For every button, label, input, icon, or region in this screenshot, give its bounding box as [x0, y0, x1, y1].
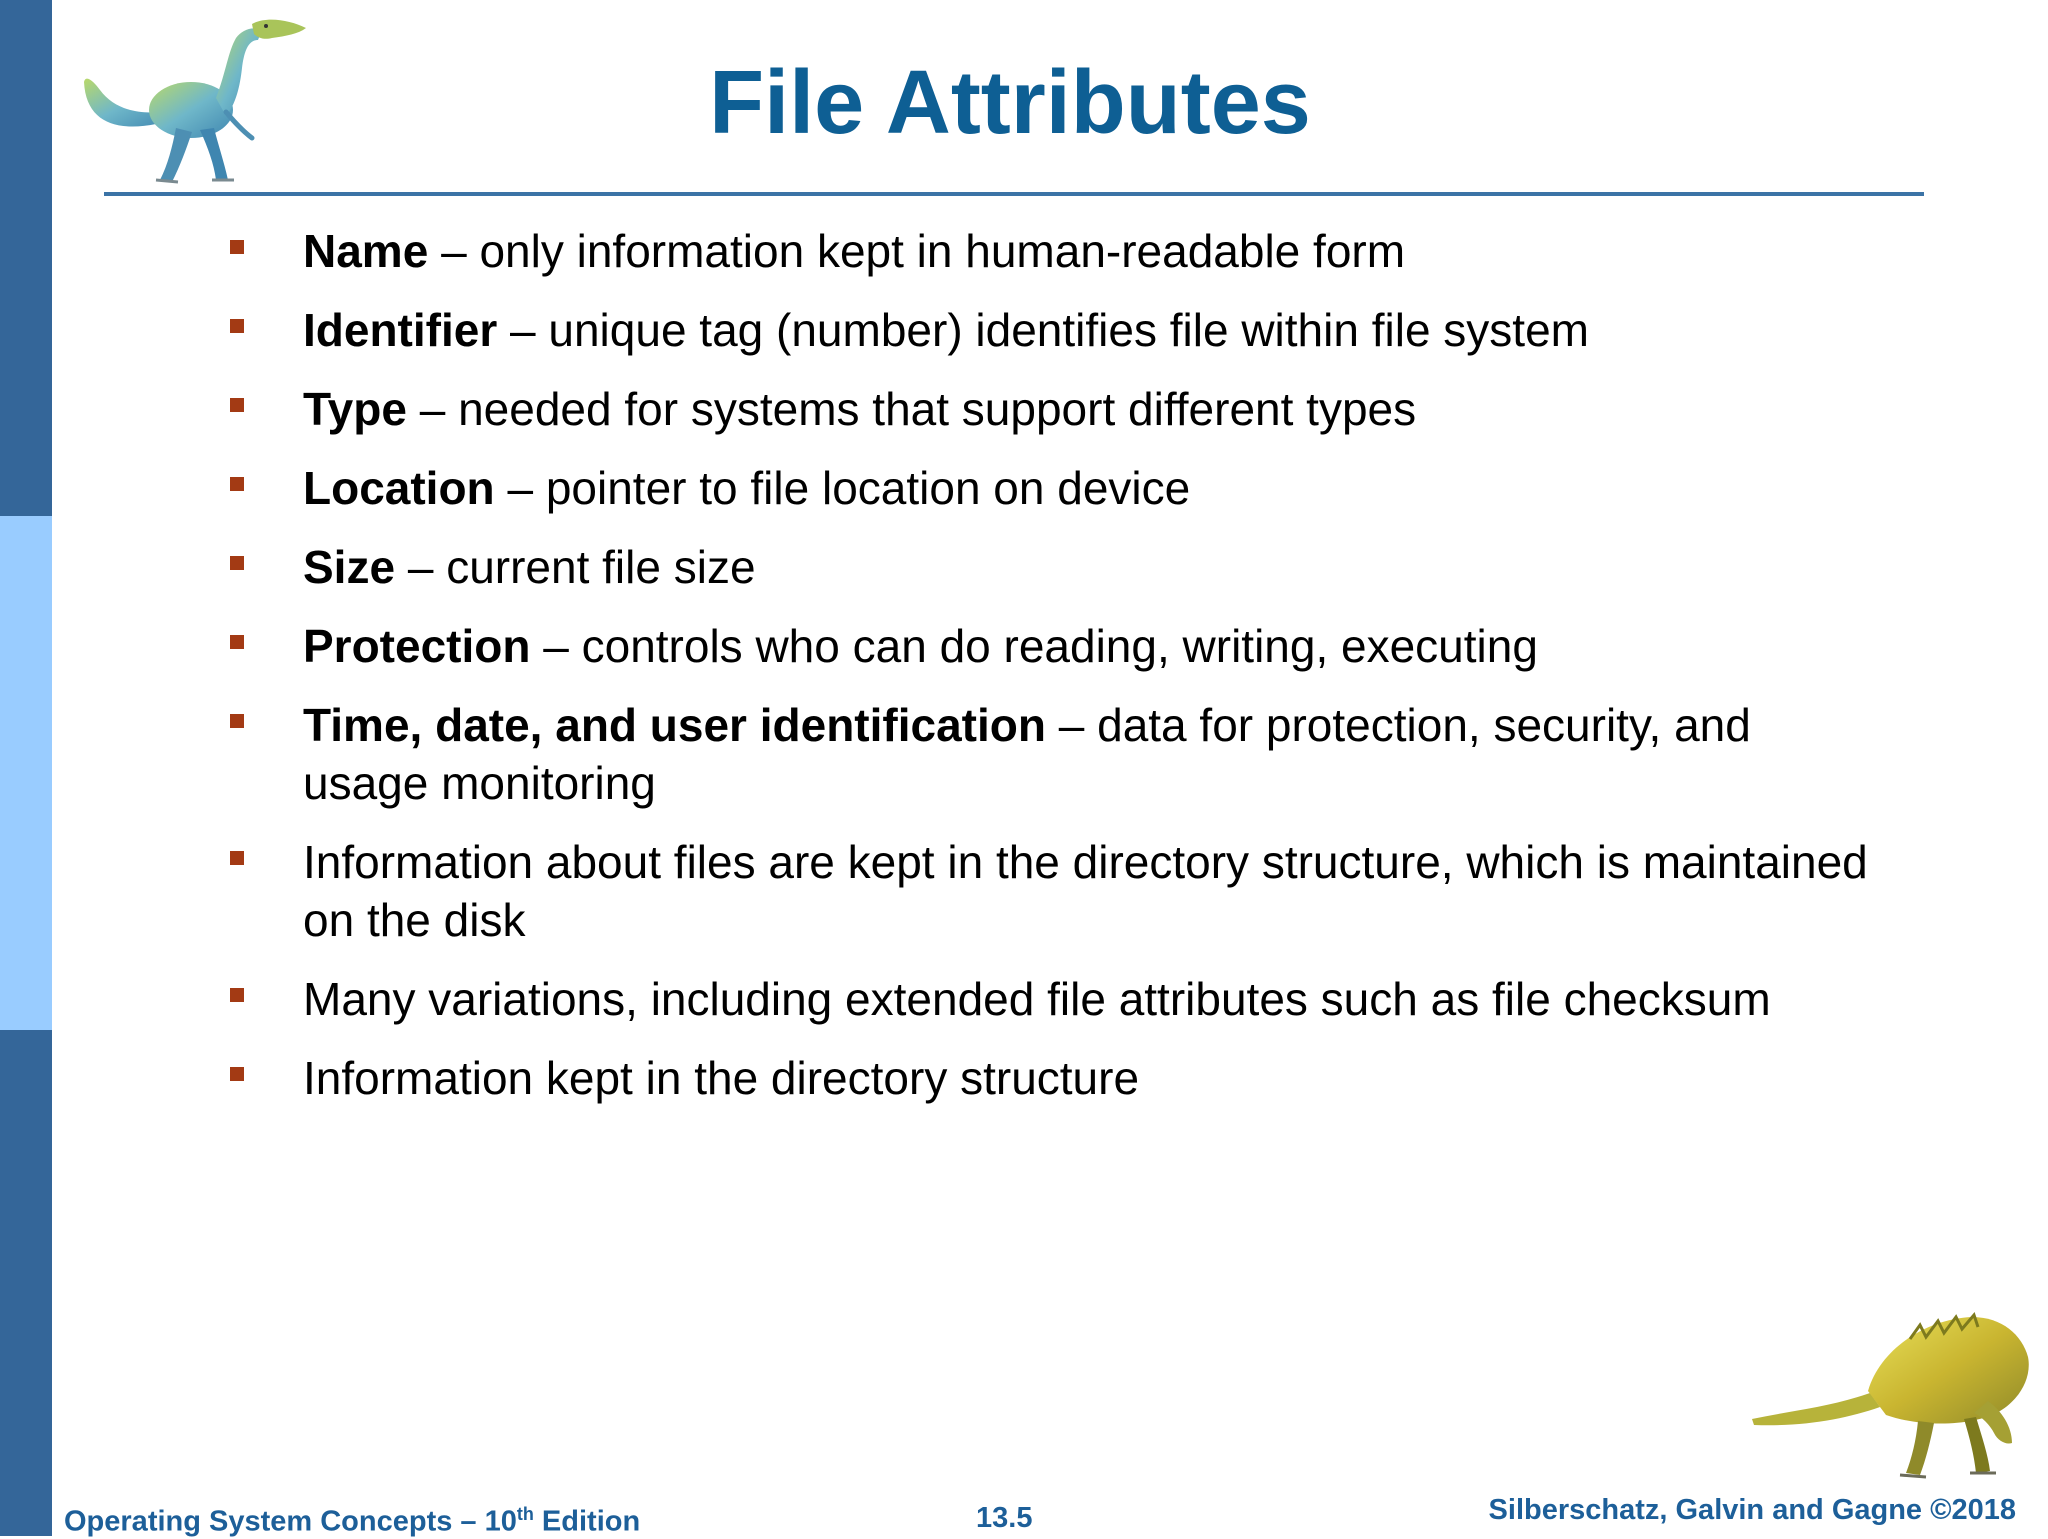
- bullet-item: [228, 1049, 1888, 1107]
- bullet-item: [228, 538, 1888, 596]
- bullet-text: Information about files are kept in the directory structure, which is maintained on the disk: [303, 836, 1868, 946]
- bullet-term: Type: [303, 383, 407, 435]
- bullet-term: Location: [303, 462, 495, 514]
- bullet-item: [228, 380, 1888, 438]
- bullet-item: [228, 301, 1888, 359]
- bullet-item: [228, 970, 1888, 1028]
- square-bullet-icon: [230, 851, 244, 865]
- bullet-text: – needed for systems that support different types: [406, 383, 1417, 435]
- footer-book-title: [64, 1504, 640, 1539]
- footer-authors: Silberschatz, Galvin and Gagne ©2018: [1488, 1494, 2016, 1526]
- bullet-item: [228, 696, 1888, 812]
- bullet-term: Identifier: [303, 304, 498, 356]
- left-sidebar-band: [0, 0, 52, 1536]
- square-bullet-icon: [230, 1067, 244, 1081]
- bullet-text: – pointer to file location on device: [494, 462, 1191, 514]
- bullet-text: Information kept in the directory structure: [303, 1052, 1140, 1104]
- dinosaur-bottom-right-icon: [1750, 1295, 2040, 1485]
- bullet-item: [228, 617, 1888, 675]
- slide-title: File Attributes: [709, 53, 1311, 153]
- bullet-text: – controls who can do reading, writing, executing: [530, 620, 1538, 672]
- bullet-term: Time, date, and user identification: [303, 699, 1046, 751]
- footer-book-title-end: Edition: [533, 1505, 641, 1538]
- square-bullet-icon: [230, 319, 244, 333]
- square-bullet-icon: [230, 714, 244, 728]
- bullet-list: [228, 222, 1888, 1128]
- square-bullet-icon: [230, 635, 244, 649]
- bullet-item: [228, 459, 1888, 517]
- bullet-text: Many variations, including extended file attributes such as file checksum: [303, 973, 1771, 1025]
- bullet-term: Size: [303, 541, 396, 593]
- square-bullet-icon: [230, 556, 244, 570]
- square-bullet-icon: [230, 988, 244, 1002]
- square-bullet-icon: [230, 398, 244, 412]
- footer-page-number: 13.5: [976, 1502, 1033, 1534]
- square-bullet-icon: [230, 477, 244, 491]
- bullet-text: – only information kept in human-readable form: [428, 225, 1406, 277]
- bullet-text: – current file size: [395, 541, 756, 593]
- footer-book-title-sup: th: [516, 1504, 534, 1524]
- title-underline-rule: [104, 192, 1924, 196]
- bullet-term: Name: [303, 225, 429, 277]
- bullet-item: [228, 222, 1888, 280]
- bullet-text: – data for protection, security, and usage monitoring: [303, 699, 1751, 809]
- bullet-text: – unique tag (number) identifies file within file system: [497, 304, 1589, 356]
- footer-book-title-main: Operating System Concepts – 10: [64, 1505, 517, 1538]
- square-bullet-icon: [230, 240, 244, 254]
- sidebar-segment-middle: [0, 516, 52, 1030]
- bullet-term: Protection: [303, 620, 531, 672]
- bullet-item: [228, 833, 1888, 949]
- sidebar-segment-bottom: [0, 1030, 52, 1536]
